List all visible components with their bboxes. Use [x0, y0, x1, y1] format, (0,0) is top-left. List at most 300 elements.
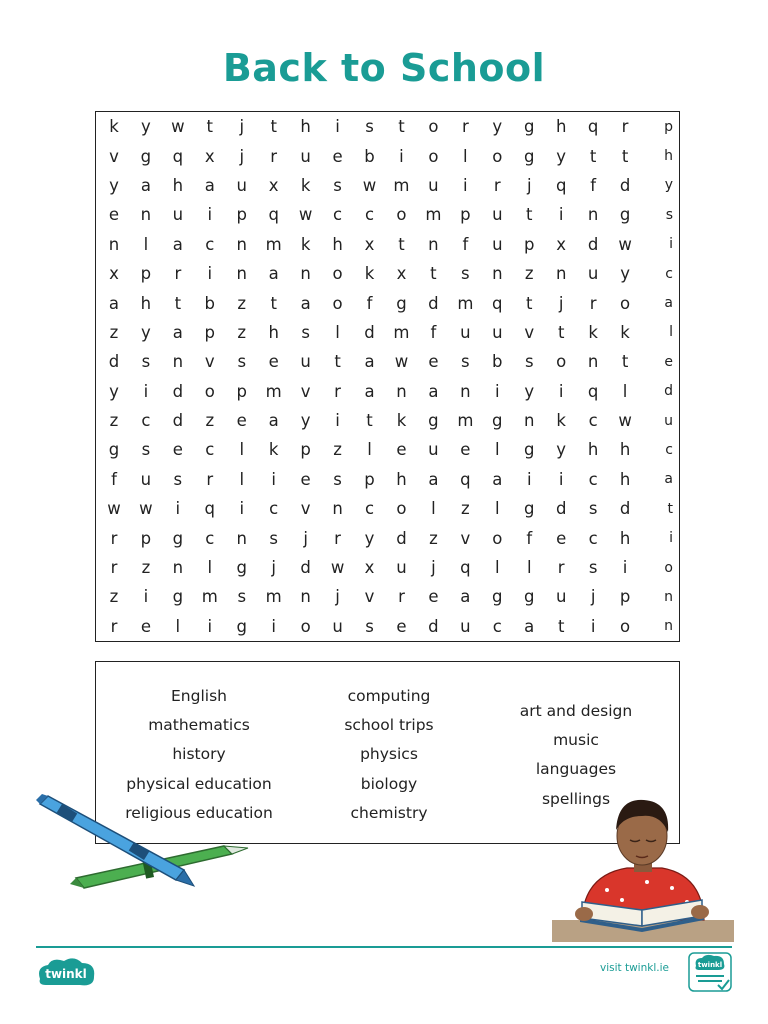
word-item: languages	[535, 760, 617, 779]
grid-letter: c	[205, 528, 215, 548]
grid-letter: q	[460, 469, 471, 489]
grid-letter: n	[108, 234, 120, 254]
grid-letter: x	[396, 264, 407, 284]
grid-letter: n	[587, 205, 599, 225]
grid-letter: t	[430, 264, 437, 284]
grid-letter: s	[588, 499, 598, 519]
grid-letter: i	[669, 236, 673, 253]
grid-letter: z	[141, 558, 151, 578]
grid-letter: e	[428, 587, 439, 607]
grid-letter: l	[495, 440, 500, 460]
grid-letter: t	[270, 117, 277, 137]
grid-letter: i	[526, 469, 532, 489]
grid-letter: m	[201, 587, 218, 607]
grid-letter: x	[364, 234, 375, 254]
grid-letter: k	[588, 322, 598, 342]
grid-letter: a	[460, 587, 471, 607]
grid-letter: d	[364, 322, 375, 342]
grid-letter: c	[588, 469, 598, 489]
grid-letter: z	[333, 440, 342, 460]
grid-letter: i	[335, 117, 340, 137]
grid-letter: n	[492, 264, 503, 284]
grid-letter: e	[460, 440, 471, 460]
grid-letter: e	[108, 205, 120, 225]
grid-letter: u	[460, 322, 471, 342]
grid-letter: a	[664, 295, 673, 312]
grid-letter: u	[428, 175, 439, 195]
grid-letter: f	[526, 528, 533, 548]
grid-letter: i	[463, 175, 468, 195]
grid-letter: w	[618, 234, 632, 254]
grid-letter: a	[108, 293, 120, 313]
grid-letter: t	[398, 234, 405, 254]
word-item: school trips	[344, 716, 434, 735]
grid-letter: h	[396, 469, 407, 489]
grid-letter: o	[492, 528, 503, 548]
word-item: mathematics	[148, 716, 250, 735]
word-item: music	[553, 731, 599, 750]
grid-letter: v	[524, 322, 535, 342]
grid-letter: s	[524, 352, 534, 372]
grid-letter: e	[172, 440, 183, 460]
grid-letter: w	[362, 175, 377, 195]
grid-letter: y	[556, 440, 567, 460]
grid-letter: u	[300, 146, 311, 166]
grid-letter: q	[460, 558, 471, 578]
grid-letter: c	[141, 411, 151, 431]
grid-letter: o	[492, 146, 503, 166]
grid-letter: i	[207, 264, 213, 284]
grid-letter: q	[587, 381, 599, 401]
grid-letter: e	[396, 440, 407, 460]
grid-letter: r	[398, 587, 405, 607]
grid-letter: l	[143, 234, 149, 254]
grid-letter: j	[271, 558, 276, 578]
grid-letter: a	[492, 469, 503, 489]
grid-letter: a	[172, 322, 183, 342]
grid-letter: c	[205, 440, 215, 460]
grid-letter: d	[108, 352, 120, 372]
grid-letter: j	[526, 175, 532, 195]
grid-letter: j	[431, 558, 436, 578]
grid-letter: f	[590, 175, 597, 195]
grid-letter: m	[265, 587, 282, 607]
grid-letter: n	[555, 264, 567, 284]
grid-letter: g	[619, 205, 631, 225]
grid-letter: z	[429, 528, 438, 548]
grid-letter: d	[428, 616, 439, 636]
grid-letter: i	[399, 146, 404, 166]
grid-letter: m	[457, 411, 474, 431]
grid-letter: d	[300, 558, 311, 578]
grid-letter: k	[268, 440, 279, 460]
grid-letter: v	[364, 587, 375, 607]
grid-letter: w	[171, 117, 185, 137]
grid-letter: n	[236, 234, 247, 254]
grid-letter: u	[300, 352, 311, 372]
grid-letter: s	[365, 117, 374, 137]
grid-letter: n	[236, 528, 247, 548]
grid-letter: s	[237, 352, 247, 372]
grid-letter: k	[556, 411, 566, 431]
grid-letter: n	[587, 352, 599, 372]
grid-letter: q	[204, 499, 216, 519]
grid-letter: n	[236, 264, 247, 284]
footer-divider	[36, 946, 732, 948]
grid-letter: n	[396, 381, 407, 401]
grid-letter: e	[332, 146, 343, 166]
grid-letter: s	[269, 528, 278, 548]
grid-letter: z	[237, 293, 247, 313]
grid-letter: l	[495, 499, 500, 519]
word-item: biology	[360, 774, 418, 793]
grid-letter: o	[620, 616, 631, 636]
word-list-column-2	[289, 682, 489, 828]
grid-letter: k	[300, 234, 311, 254]
grid-letter: z	[109, 411, 119, 431]
grid-letter: t	[589, 146, 597, 166]
grid-letter: t	[174, 293, 182, 313]
grid-letter: p	[236, 205, 247, 225]
grid-letter: s	[301, 322, 310, 342]
grid-letter: c	[588, 528, 598, 548]
grid-letter: x	[268, 175, 279, 195]
word-item: physics	[360, 745, 418, 764]
grid-letter: a	[428, 381, 439, 401]
grid-letter: n	[172, 352, 184, 372]
grid-letter: s	[365, 616, 374, 636]
grid-letter: l	[495, 558, 500, 578]
grid-letter: d	[172, 381, 184, 401]
grid-letter: h	[587, 440, 599, 460]
grid-letter: y	[364, 528, 375, 548]
grid-letter: f	[111, 469, 117, 489]
grid-letter: n	[300, 587, 311, 607]
grid-letter: t	[526, 205, 533, 225]
grid-letter: g	[524, 117, 535, 137]
grid-letter: t	[398, 117, 405, 137]
grid-letter: n	[664, 588, 673, 605]
grid-letter: u	[492, 234, 503, 254]
grid-letter: r	[461, 117, 469, 137]
grid-letter: k	[364, 264, 375, 284]
grid-letter: h	[300, 117, 311, 137]
grid-letter: l	[669, 324, 673, 341]
crayons-illustration	[34, 790, 254, 900]
grid-letter: j	[335, 587, 340, 607]
grid-letter: s	[665, 206, 673, 223]
grid-letter: o	[556, 352, 567, 372]
word-item: spellings	[541, 789, 611, 808]
grid-letter: w	[139, 499, 153, 519]
grid-letter: z	[461, 499, 470, 519]
grid-letter: s	[173, 469, 183, 489]
word-item: English	[171, 687, 227, 705]
grid-letter: u	[140, 469, 152, 489]
grid-letter: i	[622, 558, 628, 578]
grid-letter: u	[492, 322, 503, 342]
grid-letter: u	[555, 587, 567, 607]
grid-letter: i	[558, 205, 564, 225]
grid-letter: s	[141, 352, 151, 372]
grid-letter: h	[619, 440, 631, 460]
grid-letter: d	[396, 528, 407, 548]
grid-letter: p	[300, 440, 311, 460]
grid-letter: z	[109, 322, 119, 342]
grid-letter: j	[239, 146, 245, 166]
grid-letter: i	[590, 616, 596, 636]
grid-letter: r	[621, 117, 629, 137]
grid-letter: e	[556, 528, 567, 548]
grid-letter: g	[524, 499, 535, 519]
grid-letter: h	[555, 117, 567, 137]
word-item: history	[172, 745, 226, 764]
grid-letter: i	[271, 616, 276, 636]
grid-letter: y	[109, 175, 119, 195]
grid-letter: s	[237, 587, 247, 607]
grid-letter: o	[428, 146, 439, 166]
grid-letter: y	[556, 146, 567, 166]
twinkl-logo[interactable]	[34, 955, 98, 989]
grid-letter: u	[492, 205, 503, 225]
grid-letter: m	[393, 322, 410, 342]
grid-letter: g	[236, 616, 247, 636]
grid-letter: b	[204, 293, 216, 313]
grid-letter: e	[140, 616, 151, 636]
grid-letter: u	[460, 616, 471, 636]
grid-letter: l	[622, 381, 628, 401]
grid-letter: y	[141, 117, 151, 137]
visit-link[interactable]: visit twinkl.ie	[600, 962, 669, 974]
grid-letter: t	[557, 616, 565, 636]
grid-letter: x	[204, 146, 215, 166]
grid-letter: d	[587, 234, 599, 254]
grid-letter: u	[172, 205, 184, 225]
boy-reading-illustration	[552, 780, 734, 942]
word-item: physical education	[126, 774, 272, 793]
grid-letter: x	[556, 234, 567, 254]
grid-letter: v	[109, 146, 119, 166]
grid-letter: r	[110, 616, 118, 636]
grid-letter: m	[425, 205, 442, 225]
grid-letter: g	[428, 411, 439, 431]
grid-letter: m	[457, 293, 474, 313]
grid-letter: l	[239, 440, 245, 460]
grid-letter: e	[300, 469, 311, 489]
grid-letter: i	[143, 587, 149, 607]
grid-letter: v	[460, 528, 471, 548]
grid-letter: l	[431, 499, 436, 519]
letter-grid	[96, 112, 679, 641]
grid-letter: r	[174, 264, 182, 284]
grid-letter: t	[557, 322, 565, 342]
grid-letter: s	[333, 175, 342, 195]
grid-letter: g	[492, 587, 503, 607]
grid-letter: n	[460, 381, 471, 401]
grid-letter: p	[364, 469, 375, 489]
grid-letter: e	[268, 352, 279, 372]
grid-letter: q	[587, 117, 599, 137]
grid-letter: f	[430, 322, 437, 342]
grid-letter: y	[620, 264, 630, 284]
grid-letter: g	[236, 558, 247, 578]
grid-letter: p	[460, 205, 471, 225]
grid-letter: g	[172, 528, 184, 548]
grid-letter: i	[271, 469, 276, 489]
grid-letter: d	[172, 411, 184, 431]
grid-letter: k	[620, 322, 630, 342]
grid-letter: o	[332, 264, 343, 284]
grid-letter: i	[335, 411, 340, 431]
grid-letter: r	[110, 558, 118, 578]
grid-letter: c	[492, 616, 502, 636]
grid-letter: z	[109, 587, 119, 607]
grid-letter: x	[109, 264, 119, 284]
grid-letter: k	[300, 175, 311, 195]
grid-letter: a	[268, 264, 279, 284]
grid-letter: g	[524, 146, 535, 166]
grid-letter: g	[524, 587, 535, 607]
grid-letter: a	[140, 175, 151, 195]
grid-letter: a	[172, 234, 183, 254]
grid-letter: o	[428, 117, 439, 137]
grid-letter: s	[461, 264, 470, 284]
grid-letter: o	[620, 293, 631, 313]
grid-letter: p	[140, 264, 152, 284]
grid-letter: t	[621, 352, 629, 372]
grid-letter: l	[367, 440, 372, 460]
grid-letter: s	[461, 352, 470, 372]
grid-letter: c	[205, 234, 215, 254]
grid-letter: s	[141, 440, 151, 460]
page-title: Back to School	[222, 46, 546, 90]
grid-letter: g	[140, 146, 152, 166]
grid-letter: q	[172, 146, 184, 166]
grid-letter: h	[268, 322, 279, 342]
word-item: art and design	[519, 702, 633, 720]
grid-letter: b	[364, 146, 375, 166]
grid-letter: t	[366, 411, 373, 431]
grid-letter: r	[334, 381, 341, 401]
grid-letter: o	[332, 293, 343, 313]
grid-letter: a	[524, 616, 535, 636]
grid-letter: r	[110, 528, 118, 548]
grid-letter: i	[175, 499, 181, 519]
grid-letter: j	[590, 587, 596, 607]
grid-letter: s	[588, 558, 598, 578]
grid-letter: h	[619, 469, 631, 489]
grid-letter: y	[664, 177, 673, 194]
grid-letter: l	[463, 146, 468, 166]
grid-letter: g	[492, 411, 503, 431]
grid-letter: e	[428, 352, 439, 372]
grid-letter: m	[265, 234, 282, 254]
grid-letter: z	[205, 411, 215, 431]
grid-letter: c	[333, 205, 343, 225]
grid-letter: u	[332, 616, 343, 636]
grid-letter: h	[664, 148, 673, 165]
grid-letter: y	[109, 381, 119, 401]
grid-letter: r	[270, 146, 278, 166]
grid-letter: i	[558, 469, 564, 489]
grid-letter: x	[364, 558, 375, 578]
grid-letter: r	[206, 469, 214, 489]
word-item: religious education	[125, 803, 273, 822]
grid-letter: l	[526, 558, 532, 578]
word-item: chemistry	[350, 803, 428, 822]
grid-letter: u	[587, 264, 599, 284]
grid-letter: f	[366, 293, 373, 313]
grid-letter: n	[172, 558, 184, 578]
grid-letter: g	[524, 440, 535, 460]
grid-letter: m	[393, 175, 410, 195]
grid-letter: u	[428, 440, 439, 460]
grid-letter: c	[364, 499, 375, 519]
grid-letter: w	[107, 499, 121, 519]
grid-letter: v	[204, 352, 215, 372]
grid-letter: h	[619, 528, 631, 548]
grid-letter: f	[462, 234, 469, 254]
grid-letter: o	[396, 499, 407, 519]
grid-letter: k	[396, 411, 407, 431]
grid-letter: y	[492, 117, 503, 137]
grid-letter: v	[300, 381, 311, 401]
grid-letter: g	[108, 440, 120, 460]
grid-letter: q	[268, 205, 279, 225]
grid-letter: l	[175, 616, 181, 636]
grid-letter: q	[492, 293, 503, 313]
grid-letter: i	[207, 205, 213, 225]
grid-letter: z	[524, 264, 534, 284]
grid-letter: n	[664, 618, 673, 635]
grid-letter: n	[140, 205, 152, 225]
grid-letter: p	[236, 381, 247, 401]
grid-letter: p	[664, 118, 673, 135]
grid-letter: p	[204, 322, 216, 342]
grid-letter: c	[364, 205, 375, 225]
grid-letter: w	[298, 205, 313, 225]
grid-letter: h	[140, 293, 152, 313]
grid-letter: d	[664, 383, 673, 400]
grid-letter: c	[665, 265, 673, 282]
quality-badge-icon	[688, 952, 732, 992]
grid-letter: v	[300, 499, 311, 519]
grid-letter: i	[143, 381, 149, 401]
grid-letter: y	[300, 411, 311, 431]
badge-text: twinkl	[697, 961, 723, 969]
grid-letter: n	[300, 264, 311, 284]
grid-letter: l	[207, 558, 213, 578]
word-search-grid	[95, 111, 680, 642]
grid-letter: a	[300, 293, 311, 313]
grid-letter: m	[265, 381, 282, 401]
grid-letter: t	[526, 293, 533, 313]
grid-letter: w	[394, 352, 409, 372]
grid-letter: y	[141, 322, 151, 342]
grid-letter: r	[493, 175, 501, 195]
grid-letter: e	[396, 616, 407, 636]
grid-letter: g	[396, 293, 407, 313]
grid-letter: y	[524, 381, 535, 401]
grid-letter: p	[524, 234, 535, 254]
grid-letter: s	[333, 469, 342, 489]
grid-letter: o	[664, 559, 673, 576]
grid-letter: t	[621, 146, 629, 166]
grid-letter: a	[364, 381, 375, 401]
grid-letter: n	[332, 499, 343, 519]
grid-letter: e	[236, 411, 247, 431]
grid-letter: l	[239, 469, 245, 489]
